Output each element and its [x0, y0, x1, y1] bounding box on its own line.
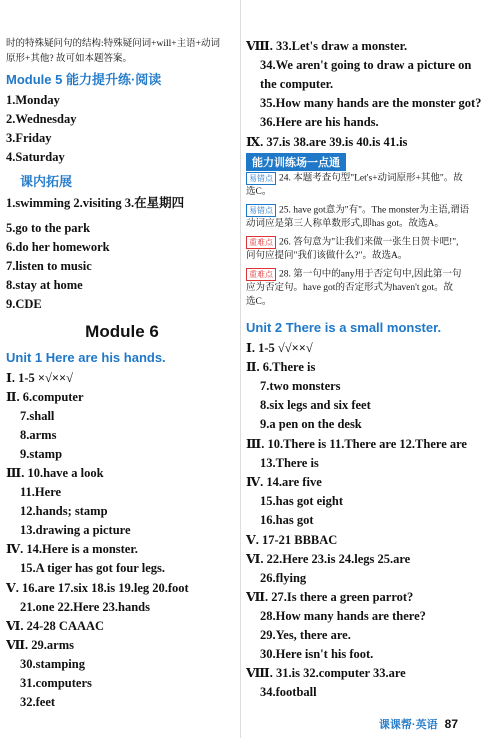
ext-item-6: 6.do her homework: [6, 240, 110, 254]
ext-line-1: 1.swimming 2.visiting 3.在星期四: [6, 196, 185, 210]
intro-line-2: 原形+其他? 故可如本题答案。: [6, 54, 132, 64]
m5-item-2: 2.Wednesday: [6, 112, 77, 126]
unit2-title: Unit 2 There is a small monster.: [246, 320, 442, 335]
ext-item-5: 5.go to the park: [6, 221, 91, 235]
u1-VII-32: 32.feet: [20, 695, 56, 709]
note-24b: 选C。: [246, 187, 272, 197]
note-28a: 重难点 28. 第一句中的any用于否定句中,因此第一句: [246, 268, 461, 282]
u1-V-line-2: 21.one 22.Here 23.hands: [20, 600, 150, 614]
key-point-tag: 重难点: [246, 268, 276, 281]
u1-III-12: 12.hands; stamp: [20, 504, 108, 518]
u2-VII-30: 30.Here isn't his foot.: [260, 647, 374, 661]
module6-title: Module 6: [85, 322, 159, 341]
viii-33: Ⅷ. 33.Let's draw a monster.: [246, 39, 408, 53]
u1-II-8: 8.arms: [20, 428, 57, 442]
intro-line-1: 时的特殊疑问句的结构:特殊疑问词+will+主语+动词: [6, 39, 220, 49]
u2-VI-line-2: 26.flying: [260, 571, 307, 585]
u1-VII-29: Ⅶ. 29.arms: [6, 638, 75, 652]
u2-VIII-line-1: Ⅷ. 31.is 32.computer 33.are: [246, 666, 406, 680]
m5-item-1: 1.Monday: [6, 93, 60, 107]
u1-II-9: 9.stamp: [20, 447, 63, 461]
ext-item-9: 9.CDE: [6, 297, 42, 311]
note-28c: 选C。: [246, 297, 272, 307]
u1-III-13: 13.drawing a picture: [20, 523, 131, 537]
u1-III-11: 11.Here: [20, 485, 62, 499]
u1-V-line-1: Ⅴ. 16.are 17.six 18.is 19.leg 20.foot: [6, 581, 189, 595]
viii-35: 35.How many hands are the monster got?: [260, 96, 482, 110]
u2-VIII-line-2: 34.football: [260, 685, 317, 699]
note-26a: 重难点 26. 答句意为"让我们来做一张生日贺卡吧!",: [246, 236, 459, 250]
ability-band: 能力训练场一点通: [246, 153, 346, 171]
page-footer: [379, 716, 458, 732]
page-number: 87: [444, 717, 458, 731]
u2-section-I: Ⅰ. 1-5 √√××√: [246, 341, 313, 355]
u2-IV-15: 15.has got eight: [260, 494, 343, 508]
u2-III-line-1: Ⅲ. 10.There is 11.There are 12.There are: [246, 437, 467, 451]
u1-VI: Ⅵ. 24-28 CAAAC: [6, 619, 105, 633]
u2-II-9: 9.a pen on the desk: [260, 417, 362, 431]
note-25a: 易错点 25. have got意为"有"。The monster为主语,谓语: [246, 204, 469, 218]
u1-II-6: Ⅱ. 6.computer: [6, 390, 84, 404]
u1-VII-31: 31.computers: [20, 676, 92, 690]
u2-II-8: 8.six legs and six feet: [260, 398, 371, 412]
u2-VII-28: 28.How many hands are there?: [260, 609, 426, 623]
key-point-tag: 重难点: [246, 236, 276, 249]
u1-III-10: Ⅲ. 10.have a look: [6, 466, 104, 480]
note-26b: 问句应提问"我们该做什么?"。故选A。: [246, 251, 408, 261]
viii-34b: the computer.: [260, 77, 334, 91]
m5-item-4: 4.Saturday: [6, 150, 65, 164]
u1-IV-15: 15.A tiger has got four legs.: [20, 561, 166, 575]
u2-VII-29: 29.Yes, there are.: [260, 628, 351, 642]
ext-item-7: 7.listen to music: [6, 259, 92, 273]
u1-section-I: Ⅰ. 1-5 ×√××√: [6, 371, 73, 385]
unit1-title: Unit 1 Here are his hands.: [6, 350, 166, 365]
ext-item-8: 8.stay at home: [6, 278, 83, 292]
ix-line: Ⅸ. 37.is 38.are 39.is 40.is 41.is: [246, 135, 408, 149]
easy-error-tag: 易错点: [246, 172, 276, 185]
column-divider: [240, 0, 241, 738]
viii-34a: 34.We aren't going to draw a picture on: [260, 58, 472, 72]
u1-IV-14: Ⅳ. 14.Here is a monster.: [6, 542, 138, 556]
module5-title: Module 5 能力提升练·阅读: [6, 72, 162, 87]
u2-VII-27: Ⅶ. 27.Is there a green parrot?: [246, 590, 414, 604]
extension-title: 课内拓展: [20, 174, 73, 189]
u2-II-7: 7.two monsters: [260, 379, 341, 393]
note-25b: 动词应是第三人称单数形式,即has got。故选A。: [246, 219, 444, 229]
u2-IV-14: Ⅳ. 14.are five: [246, 475, 322, 489]
u2-V: Ⅴ. 17-21 BBBAC: [246, 533, 338, 547]
note-24a: 易错点 24. 本题考查句型"Let's+动词原形+其他"。故: [246, 172, 463, 186]
u1-VII-30: 30.stamping: [20, 657, 85, 671]
u2-IV-16: 16.has got: [260, 513, 314, 527]
u2-III-line-2: 13.There is: [260, 456, 319, 470]
viii-36: 36.Here are his hands.: [260, 115, 379, 129]
footer-label: 课课帮·英语: [378, 719, 438, 731]
u2-VI-line-1: Ⅵ. 22.Here 23.is 24.legs 25.are: [246, 552, 411, 566]
note-28b: 应为否定句。have got的否定形式为haven't got。故: [246, 283, 453, 293]
u1-II-7: 7.shall: [20, 409, 55, 423]
u2-II-6: Ⅱ. 6.There is: [246, 360, 316, 374]
easy-error-tag: 易错点: [246, 204, 276, 217]
m5-item-3: 3.Friday: [6, 131, 52, 145]
